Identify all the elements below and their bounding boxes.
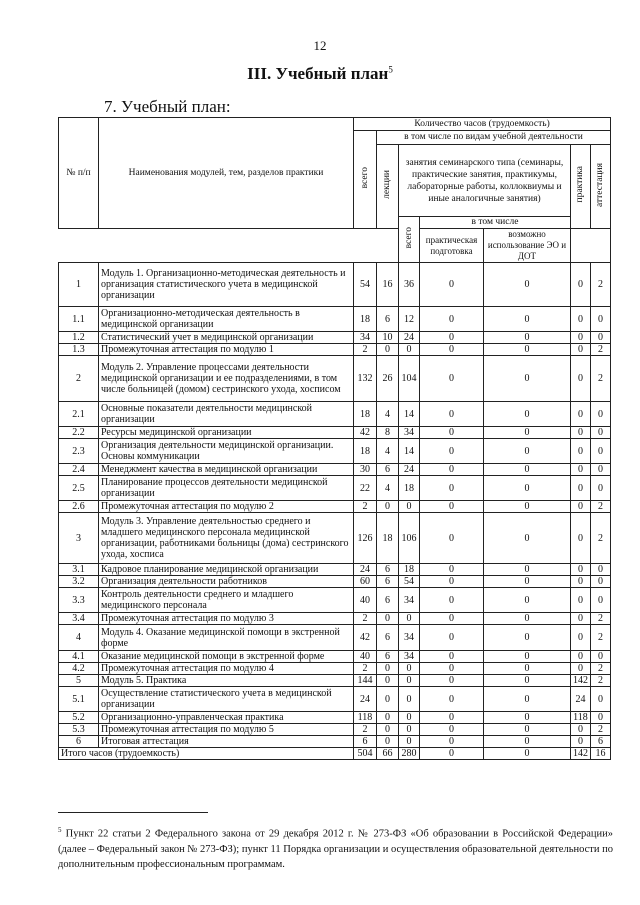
topic-row: [59, 402, 611, 427]
cell-total: 40: [354, 651, 377, 663]
cell-sem: 0: [399, 687, 420, 712]
cell-total: 144: [354, 675, 377, 687]
cell-lec: 6: [377, 307, 399, 332]
cell-att: 0: [591, 427, 611, 439]
cell-lec: 6: [377, 564, 399, 576]
total-label: Итого часов (трудоемкость): [59, 748, 354, 760]
cell-att: 2: [591, 513, 611, 564]
cell-lec: 16: [377, 263, 399, 307]
header-name: Наименования модулей, тем, разделов практики: [99, 118, 354, 229]
cell-pr: 0: [571, 501, 591, 513]
section-title: [0, 64, 640, 84]
header-total: [354, 131, 377, 229]
cell-total: 132: [354, 356, 377, 402]
cell-pp: 0: [420, 625, 484, 651]
cell-total: 118: [354, 712, 377, 724]
row-number: 3: [59, 513, 99, 564]
cell-att: 2: [591, 344, 611, 356]
row-number: 4.2: [59, 663, 99, 675]
module-row: [59, 263, 611, 307]
cell-pp: 0: [420, 501, 484, 513]
topic-row: [59, 344, 611, 356]
row-title: Промежуточная аттестация по модулю 3: [99, 613, 354, 625]
cell-att: 0: [591, 307, 611, 332]
cell-total: 18: [354, 402, 377, 427]
cell-att: 0: [591, 476, 611, 501]
cell-pr: 0: [571, 588, 591, 613]
page-number: 12: [313, 38, 327, 53]
cell-sem: 34: [399, 588, 420, 613]
cell-pp: 0: [420, 402, 484, 427]
cell-pr: 118: [571, 712, 591, 724]
cell-sem: 12: [399, 307, 420, 332]
cell-lec: 0: [377, 344, 399, 356]
module-row: [59, 675, 611, 687]
topic-row: [59, 476, 611, 501]
cell-att: 2: [591, 263, 611, 307]
cell-lec: 8: [377, 427, 399, 439]
total-eo: 0: [484, 748, 571, 760]
header-lectures: [377, 145, 399, 229]
cell-total: 30: [354, 464, 377, 476]
subsection-title: 7. Учебный план:: [104, 97, 231, 116]
cell-sem: 34: [399, 625, 420, 651]
cell-pp: 0: [420, 613, 484, 625]
topic-row: [59, 332, 611, 344]
cell-eo: 0: [484, 501, 571, 513]
row-title: Модуль 5. Практика: [99, 675, 354, 687]
cell-pp: 0: [420, 344, 484, 356]
header-hours-total: Количество часов (трудоемкость): [354, 118, 611, 131]
row-number: 2.3: [59, 439, 99, 464]
cell-sem: 0: [399, 712, 420, 724]
cell-total: 2: [354, 344, 377, 356]
cell-pr: 0: [571, 724, 591, 736]
cell-sem: 24: [399, 464, 420, 476]
topic-row: [59, 712, 611, 724]
row-number: 3.4: [59, 613, 99, 625]
row-title: Кадровое планирование медицинской организации: [99, 564, 354, 576]
cell-pp: 0: [420, 564, 484, 576]
topic-row: [59, 724, 611, 736]
cell-eo: 0: [484, 332, 571, 344]
cell-pr: 0: [571, 513, 591, 564]
row-title: Модуль 3. Управление деятельностью среднего и младшего медицинского персонала медицинской организации, работниками больницы (дома) сестринского ухода, хосписа: [99, 513, 354, 564]
cell-lec: 6: [377, 576, 399, 588]
cell-att: 0: [591, 712, 611, 724]
cell-lec: 4: [377, 476, 399, 501]
row-number: 1.2: [59, 332, 99, 344]
row-number: 5.2: [59, 712, 99, 724]
cell-pr: 0: [571, 476, 591, 501]
header-practice: [571, 145, 591, 229]
cell-sem: 54: [399, 576, 420, 588]
cell-eo: 0: [484, 687, 571, 712]
row-title: Организационно-методическая деятельность в медицинской организации: [99, 307, 354, 332]
cell-eo: 0: [484, 712, 571, 724]
header-practical-training: практическая подготовка: [420, 229, 484, 263]
cell-eo: 0: [484, 588, 571, 613]
cell-sem: 0: [399, 344, 420, 356]
cell-pp: 0: [420, 736, 484, 748]
topic-row: [59, 651, 611, 663]
cell-att: 6: [591, 736, 611, 748]
row-title: Менеджмент качества в медицинской организации: [99, 464, 354, 476]
cell-eo: 0: [484, 344, 571, 356]
cell-eo: 0: [484, 625, 571, 651]
cell-pr: 0: [571, 439, 591, 464]
row-number: 5.3: [59, 724, 99, 736]
topic-row: [59, 663, 611, 675]
row-number: 3.3: [59, 588, 99, 613]
cell-eo: 0: [484, 427, 571, 439]
topic-row: [59, 307, 611, 332]
cell-pp: 0: [420, 427, 484, 439]
header-attestation: [591, 145, 611, 229]
row-title: Промежуточная аттестация по модулю 1: [99, 344, 354, 356]
cell-lec: 0: [377, 663, 399, 675]
row-title: Основные показатели деятельности медицинской организации: [99, 402, 354, 427]
cell-pp: 0: [420, 687, 484, 712]
row-number: 1: [59, 263, 99, 307]
cell-pp: 0: [420, 439, 484, 464]
cell-total: 2: [354, 663, 377, 675]
row-title: Организация деятельности работников: [99, 576, 354, 588]
row-title: Итоговая аттестация: [99, 736, 354, 748]
row-number: 3.2: [59, 576, 99, 588]
row-title: Планирование процессов деятельности медицинской организации: [99, 476, 354, 501]
cell-lec: 4: [377, 439, 399, 464]
footnote-text: Пункт 22 статьи 2 Федерального закона от 29 декабря 2012 г. № 273-ФЗ «Об образовании в Российской Федерации» (далее – Федеральный закон № 273-ФЗ); пункт 11 Порядка организации и осуществления образовательной деятельности по дополнительным профессиональным программам.: [58, 828, 614, 870]
cell-lec: 4: [377, 402, 399, 427]
module-row: [59, 625, 611, 651]
cell-lec: 0: [377, 724, 399, 736]
section-title-text: III. Учебный план: [247, 64, 389, 83]
cell-pr: 0: [571, 625, 591, 651]
header-including: в том числе: [420, 217, 571, 229]
row-number: 5.1: [59, 687, 99, 712]
cell-total: 6: [354, 736, 377, 748]
row-number: 1.3: [59, 344, 99, 356]
row-title: Модуль 4. Оказание медицинской помощи в экстренной форме: [99, 625, 354, 651]
cell-lec: 0: [377, 712, 399, 724]
cell-att: 0: [591, 687, 611, 712]
module-row: [59, 356, 611, 402]
cell-total: 2: [354, 613, 377, 625]
cell-pp: 0: [420, 332, 484, 344]
cell-eo: 0: [484, 675, 571, 687]
cell-att: 2: [591, 501, 611, 513]
cell-sem: 14: [399, 402, 420, 427]
row-number: 4.1: [59, 651, 99, 663]
cell-eo: 0: [484, 513, 571, 564]
topic-row: [59, 564, 611, 576]
cell-total: 34: [354, 332, 377, 344]
cell-pr: 0: [571, 307, 591, 332]
header-seminar: занятия семинарского типа (семинары, практические занятия, практикумы, лабораторные работы, коллоквиумы и иные аналогичные занятия): [399, 145, 571, 217]
cell-total: 2: [354, 501, 377, 513]
row-title: Промежуточная аттестация по модулю 5: [99, 724, 354, 736]
cell-sem: 24: [399, 332, 420, 344]
cell-pr: 0: [571, 427, 591, 439]
cell-att: 0: [591, 588, 611, 613]
total-sem: 280: [399, 748, 420, 760]
header-sem-total-text: всего: [403, 226, 414, 249]
row-title: Промежуточная аттестация по модулю 4: [99, 663, 354, 675]
row-number: 2.2: [59, 427, 99, 439]
topic-row: [59, 687, 611, 712]
cell-att: 2: [591, 613, 611, 625]
cell-total: 40: [354, 588, 377, 613]
cell-lec: 0: [377, 687, 399, 712]
row-title: Организация деятельности медицинской организации. Основы коммуникации: [99, 439, 354, 464]
cell-pr: 0: [571, 356, 591, 402]
cell-att: 2: [591, 724, 611, 736]
cell-pp: 0: [420, 263, 484, 307]
cell-eo: 0: [484, 651, 571, 663]
cell-eo: 0: [484, 564, 571, 576]
cell-pp: 0: [420, 576, 484, 588]
row-number: 2.1: [59, 402, 99, 427]
cell-att: 0: [591, 402, 611, 427]
cell-pr: 142: [571, 675, 591, 687]
cell-att: 0: [591, 651, 611, 663]
cell-pr: 0: [571, 332, 591, 344]
cell-pp: 0: [420, 663, 484, 675]
cell-pr: 0: [571, 402, 591, 427]
cell-att: 2: [591, 663, 611, 675]
cell-lec: 0: [377, 613, 399, 625]
cell-lec: 6: [377, 588, 399, 613]
cell-pr: 0: [571, 263, 591, 307]
topic-row: [59, 501, 611, 513]
cell-pp: 0: [420, 513, 484, 564]
cell-sem: 34: [399, 427, 420, 439]
cell-lec: 6: [377, 464, 399, 476]
footnote-reference: 5: [388, 64, 393, 75]
header-practice-text: практика: [575, 166, 585, 203]
cell-att: 2: [591, 675, 611, 687]
cell-eo: 0: [484, 402, 571, 427]
footnote: [58, 823, 613, 872]
cell-pr: 0: [571, 613, 591, 625]
cell-total: 24: [354, 687, 377, 712]
cell-sem: 14: [399, 439, 420, 464]
row-number: 2.4: [59, 464, 99, 476]
topic-row: [59, 439, 611, 464]
cell-sem: 0: [399, 501, 420, 513]
row-number: 5: [59, 675, 99, 687]
cell-eo: 0: [484, 307, 571, 332]
cell-eo: 0: [484, 439, 571, 464]
cell-att: 0: [591, 576, 611, 588]
cell-sem: 0: [399, 663, 420, 675]
cell-pp: 0: [420, 712, 484, 724]
cell-att: 0: [591, 439, 611, 464]
cell-lec: 26: [377, 356, 399, 402]
cell-sem: 36: [399, 263, 420, 307]
cell-total: 54: [354, 263, 377, 307]
header-num: № п/п: [59, 118, 99, 229]
cell-pr: 0: [571, 736, 591, 748]
cell-att: 2: [591, 356, 611, 402]
total-total: 504: [354, 748, 377, 760]
row-title: Статистический учет в медицинской организации: [99, 332, 354, 344]
cell-pp: 0: [420, 651, 484, 663]
cell-eo: 0: [484, 736, 571, 748]
cell-eo: 0: [484, 263, 571, 307]
cell-total: 24: [354, 564, 377, 576]
module-row: [59, 513, 611, 564]
row-number: 4: [59, 625, 99, 651]
topic-row: [59, 613, 611, 625]
row-number: 2: [59, 356, 99, 402]
footnote-mark: 5: [58, 826, 62, 834]
cell-pp: 0: [420, 476, 484, 501]
cell-sem: 106: [399, 513, 420, 564]
total-att: 16: [591, 748, 611, 760]
cell-sem: 0: [399, 675, 420, 687]
cell-lec: 0: [377, 736, 399, 748]
cell-lec: 6: [377, 625, 399, 651]
cell-sem: 18: [399, 564, 420, 576]
row-number: 3.1: [59, 564, 99, 576]
cell-pr: 24: [571, 687, 591, 712]
cell-pp: 0: [420, 307, 484, 332]
cell-total: 126: [354, 513, 377, 564]
cell-lec: 10: [377, 332, 399, 344]
cell-sem: 0: [399, 724, 420, 736]
header-by-activity: в том числе по видам учебной деятельности: [377, 131, 611, 145]
cell-eo: 0: [484, 464, 571, 476]
row-title: Осуществление статистического учета в медицинской организации: [99, 687, 354, 712]
cell-total: 42: [354, 625, 377, 651]
cell-pp: 0: [420, 588, 484, 613]
cell-pr: 0: [571, 344, 591, 356]
header-total-text: всего: [359, 166, 370, 189]
cell-att: 0: [591, 564, 611, 576]
cell-eo: 0: [484, 613, 571, 625]
total-row: [59, 748, 611, 760]
cell-total: 60: [354, 576, 377, 588]
cell-eo: 0: [484, 576, 571, 588]
cell-pr: 0: [571, 663, 591, 675]
cell-att: 0: [591, 332, 611, 344]
row-title: Оказание медицинской помощи в экстренной форме: [99, 651, 354, 663]
cell-sem: 18: [399, 476, 420, 501]
cell-lec: 18: [377, 513, 399, 564]
topic-row: [59, 588, 611, 613]
module-row: [59, 736, 611, 748]
topic-row: [59, 576, 611, 588]
cell-total: 18: [354, 439, 377, 464]
row-number: 1.1: [59, 307, 99, 332]
cell-sem: 34: [399, 651, 420, 663]
header-eo-dot: возможно использование ЭО и ДОТ: [484, 229, 571, 263]
row-number: 2.6: [59, 501, 99, 513]
cell-eo: 0: [484, 476, 571, 501]
table-body: [59, 263, 611, 760]
cell-pr: 0: [571, 651, 591, 663]
cell-total: 22: [354, 476, 377, 501]
cell-pp: 0: [420, 724, 484, 736]
row-title: Ресурсы медицинской организации: [99, 427, 354, 439]
cell-pp: 0: [420, 675, 484, 687]
topic-row: [59, 427, 611, 439]
row-title: Модуль 2. Управление процессами деятельности медицинской организации и ее подразделениями, в том числе больницей (домом) сестринского ухода, хосписом: [99, 356, 354, 402]
cell-eo: 0: [484, 663, 571, 675]
cell-total: 18: [354, 307, 377, 332]
topic-row: [59, 464, 611, 476]
cell-pp: 0: [420, 464, 484, 476]
cell-att: 2: [591, 625, 611, 651]
cell-att: 0: [591, 464, 611, 476]
total-lec: 66: [377, 748, 399, 760]
cell-pr: 0: [571, 576, 591, 588]
total-pp: 0: [420, 748, 484, 760]
cell-sem: 104: [399, 356, 420, 402]
row-title: Промежуточная аттестация по модулю 2: [99, 501, 354, 513]
header-attestation-text: аттестация: [595, 162, 606, 207]
cell-eo: 0: [484, 724, 571, 736]
cell-sem: 0: [399, 736, 420, 748]
curriculum-table: [58, 117, 611, 760]
cell-lec: 6: [377, 651, 399, 663]
row-number: 6: [59, 736, 99, 748]
cell-sem: 0: [399, 613, 420, 625]
row-title: Контроль деятельности среднего и младшего медицинского персонала: [99, 588, 354, 613]
cell-total: 2: [354, 724, 377, 736]
cell-lec: 0: [377, 501, 399, 513]
cell-total: 42: [354, 427, 377, 439]
row-title: Модуль 1. Организационно-методическая деятельность и организация статистического учета в медицинской организации: [99, 263, 354, 307]
total-pr: 142: [571, 748, 591, 760]
row-number: 2.5: [59, 476, 99, 501]
cell-lec: 0: [377, 675, 399, 687]
cell-eo: 0: [484, 356, 571, 402]
cell-pp: 0: [420, 356, 484, 402]
row-title: Организационно-управленческая практика: [99, 712, 354, 724]
cell-pr: 0: [571, 564, 591, 576]
footnote-divider: [58, 812, 208, 813]
cell-pr: 0: [571, 464, 591, 476]
header-lectures-text: лекции: [382, 170, 392, 199]
